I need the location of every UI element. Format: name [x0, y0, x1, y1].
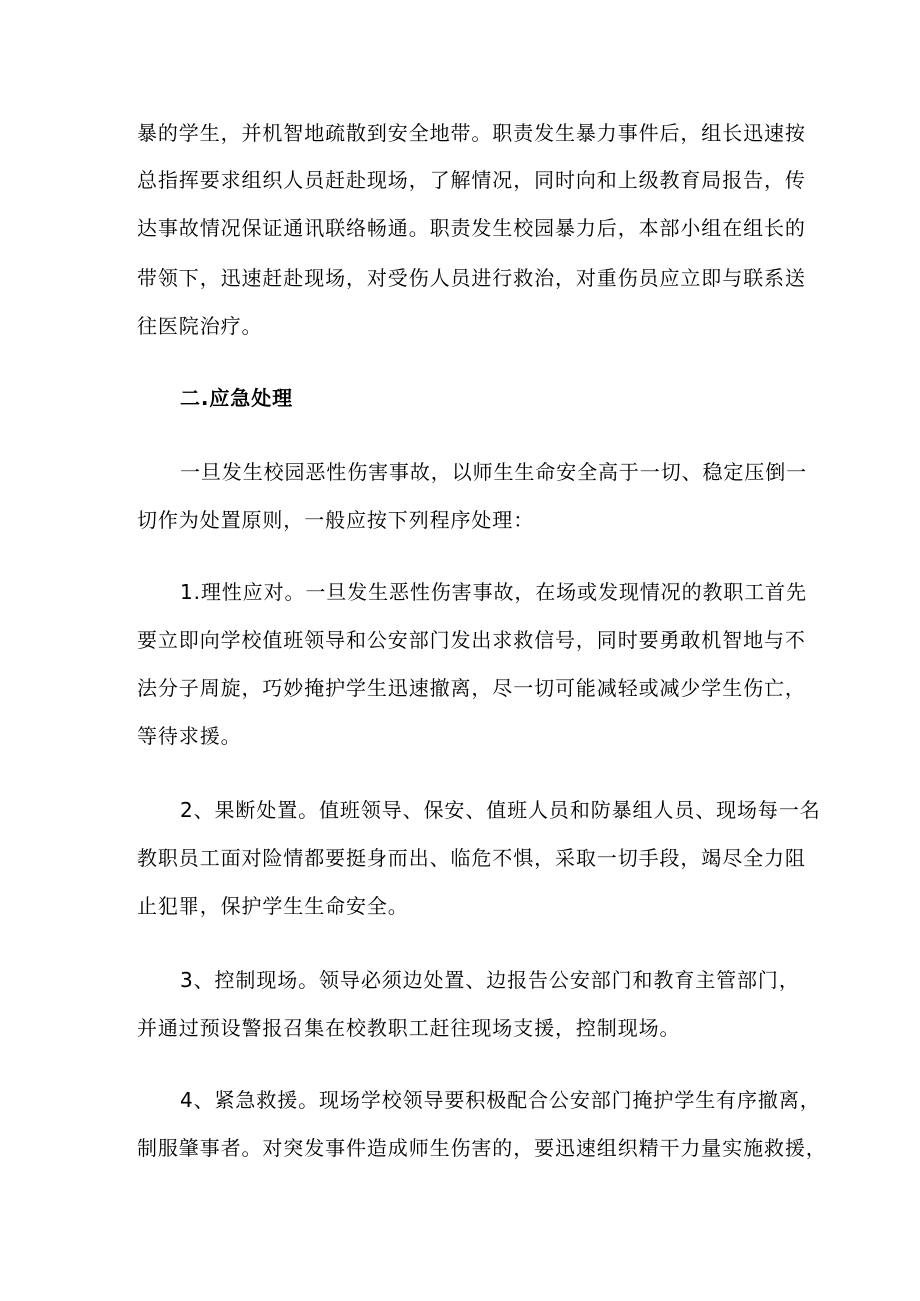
section-heading: 二.应急处理: [180, 386, 293, 410]
list-item-line: 并通过预设警报召集在校教职工赶往现场支援，控制现场。: [137, 1016, 681, 1040]
list-item-line: 1.理性应对。一旦发生恶性伤害事故，在场或发现情况的教职工首先: [180, 580, 807, 604]
list-item-line: 3、控制现场。领导必须边处置、边报告公安部门和教育主管部门，: [180, 968, 800, 992]
list-item-line: 4、紧急救援。现场学校领导要积极配合公安部门掩护学生有序撤离，: [180, 1088, 821, 1112]
paragraph-line: 往医院治疗。: [137, 314, 263, 338]
list-item-line: 制服肇事者。对突发事件造成师生伤害的，要迅速组织精干力量实施救援，: [137, 1136, 827, 1160]
list-item-line: 要立即向学校值班领导和公安部门发出求救信号，同时要勇敢机智地与不: [137, 628, 806, 652]
paragraph-line: 切作为处置原则，一般应按下列程序处理：: [137, 508, 535, 532]
paragraph-line: 总指挥要求组织人员赶赴现场，了解情况，同时向和上级教育局报告，传: [137, 168, 806, 192]
list-item-line: 止犯罪，保护学生生命安全。: [137, 894, 409, 918]
paragraph-line: 达事故情况保证通讯联络畅通。职责发生校园暴力后，本部小组在组长的: [137, 216, 806, 240]
paragraph-line: 带领下，迅速赶赴现场，对受伤人员进行救治，对重伤员应立即与联系送: [137, 266, 806, 290]
list-item-line: 2、果断处置。值班领导、保安、值班人员和防暴组人员、现场每一名: [180, 798, 821, 822]
list-item-line: 等待求援。: [137, 724, 242, 748]
paragraph-line: 一旦发生校园恶性伤害事故，以师生生命安全高于一切、稳定压倒一: [180, 460, 807, 484]
list-item-line: 教职员工面对险情都要挺身而出、临危不惧，采取一切手段，竭尽全力阻: [137, 846, 806, 870]
paragraph-line: 暴的学生，并机智地疏散到安全地带。职责发生暴力事件后，组长迅速按: [137, 121, 806, 145]
list-item-line: 法分子周旋，巧妙掩护学生迅速撤离，尽一切可能减轻或减少学生伤亡，: [137, 676, 806, 700]
